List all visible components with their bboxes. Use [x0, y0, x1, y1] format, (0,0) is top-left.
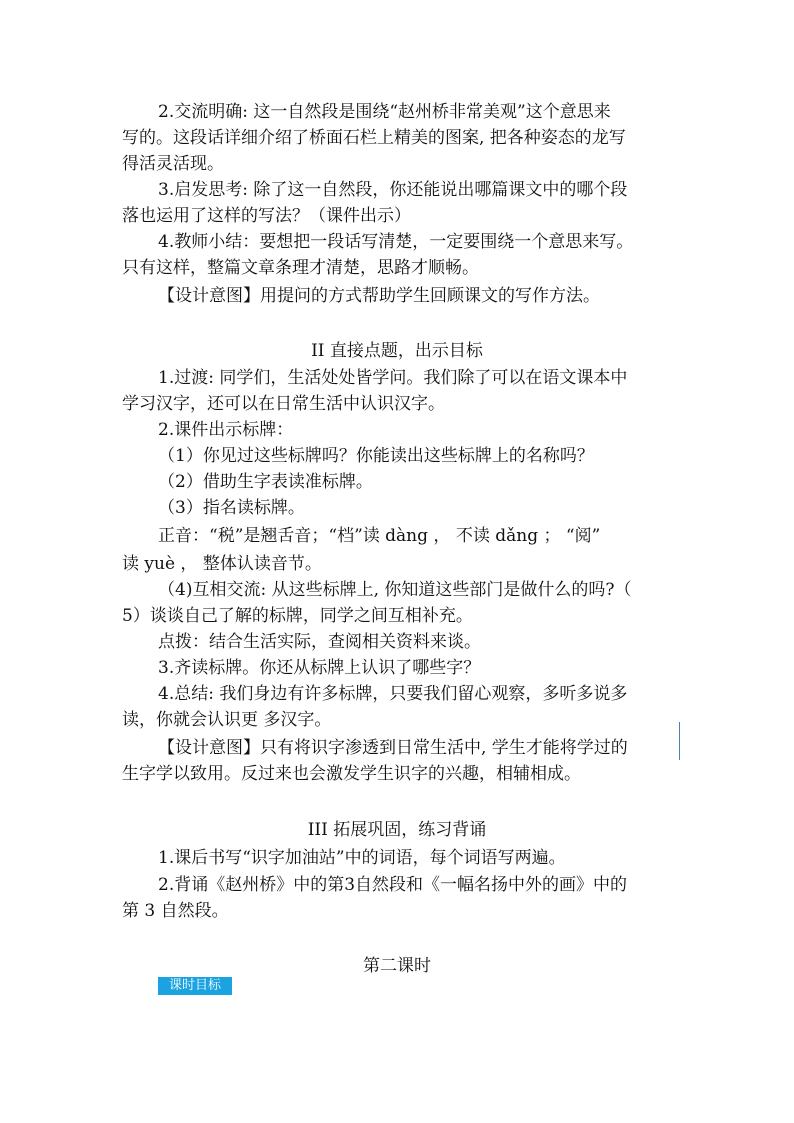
- paragraph-line: 3.启发思考: 除了这一自然段，你还能说出哪篇课文中的哪个段: [158, 180, 628, 200]
- paragraph-line: 2.交流明确: 这一自然段是围绕“赵州桥非常美观”这个意思来: [158, 102, 611, 122]
- design-intent-line: 【设计意图】只有将识字渗透到日常生活中, 学生才能将学过的: [158, 738, 628, 758]
- paragraph-line: 4.总结: 我们身边有许多标牌，只要我们留心观察，多听多说多: [158, 684, 628, 704]
- section-heading-2: II 直接点题，出示目标: [311, 341, 483, 361]
- paragraph-line: （2）借助生字表读准标牌。: [158, 472, 373, 492]
- section-heading-3: III 拓展巩固，练习背诵: [307, 820, 487, 840]
- paragraph-line: 读，你就会认识更 多汉字。: [122, 710, 332, 730]
- paragraph-line: 1.过渡: 同学们，生活处处皆学问。我们除了可以在语文课本中: [158, 368, 628, 388]
- paragraph-line: 3.齐读标牌。你还从标牌上认识了哪些字？: [158, 658, 481, 678]
- paragraph-line: 2.课件出示标牌：: [158, 420, 294, 440]
- paragraph-line: 写的。这段话详细介绍了桥面石栏上精美的图案, 把各种姿态的龙写: [122, 128, 626, 148]
- paragraph-line: 只有这样，整篇文章条理才清楚，思路才顺畅。: [122, 258, 479, 278]
- paragraph-line: （4)互相交流: 从这些标牌上, 你知道这些部门是做什么的吗?（: [158, 580, 632, 600]
- text-cursor: [679, 722, 680, 760]
- paragraph-line: 读 yuè ， 整体认读音节。: [122, 554, 322, 574]
- paragraph-line: 学习汉字，还可以在日常生活中认识汉字。: [122, 394, 445, 414]
- paragraph-line: 4.教师小结：要想把一段话写清楚，一定要围绕一个意思来写。: [158, 232, 634, 252]
- paragraph-line: 落也运用了这样的写法？（课件出示）: [122, 206, 411, 226]
- paragraph-line: 生字学以致用。反过来也会激发学生识字的兴趣，相辅相成。: [122, 764, 581, 784]
- paragraph-line: （3）指名读标牌。: [158, 498, 305, 518]
- paragraph-line: 点拨：结合生活实际，查阅相关资料来谈。: [158, 632, 481, 652]
- paragraph-line: 5）谈谈自己了解的标牌，同学之间互相补充。: [122, 606, 473, 626]
- lesson-title: 第二课时: [363, 956, 431, 976]
- paragraph-line: 第 3 自然段。: [122, 901, 229, 921]
- design-intent-line: 【设计意图】用提问的方式帮助学生回顾课文的写作方法。: [158, 286, 600, 306]
- lesson-goal-badge: 课时目标: [158, 977, 232, 995]
- paragraph-line: 得活灵活现。: [122, 154, 224, 174]
- paragraph-line: （1）你见过这些标牌吗？你能读出这些标牌上的名称吗？: [158, 446, 594, 466]
- paragraph-line: 1.课后书写“识字加油站”中的词语，每个词语写两遍。: [158, 848, 566, 868]
- paragraph-line: 正音：“税”是翘舌音；“档”读 dàng ， 不读 dǎng ； “阅”: [158, 526, 601, 546]
- paragraph-line: 2.背诵《赵州桥》中的第3自然段和《一幅名扬中外的画》中的: [158, 875, 628, 895]
